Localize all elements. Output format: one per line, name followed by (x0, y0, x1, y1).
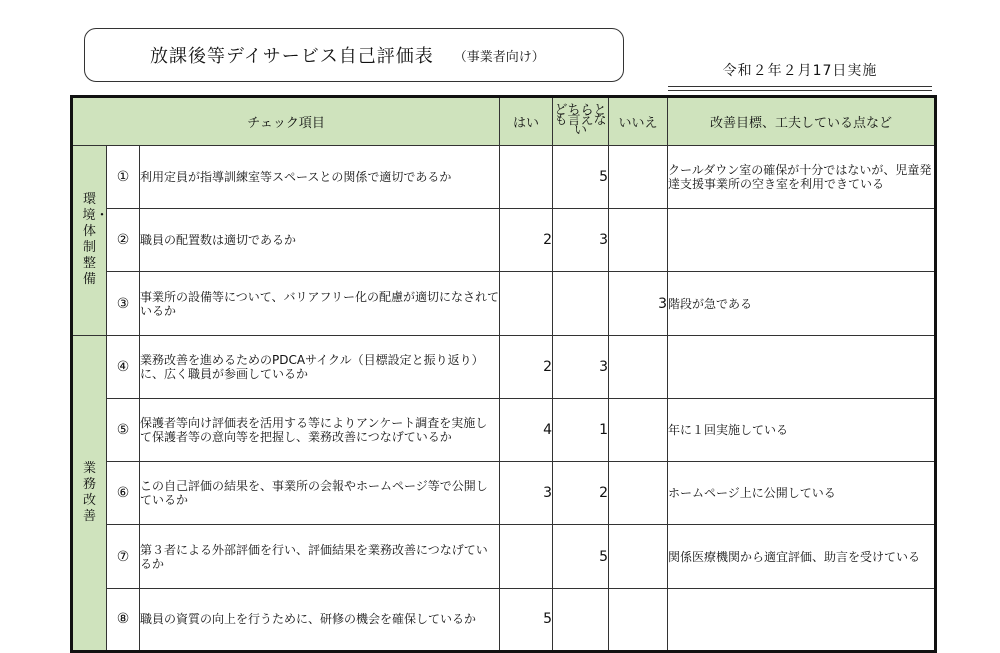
implementation-date: 令和２年２月17日実施 (722, 63, 878, 79)
table-row (72, 145, 936, 208)
neither-count: 3 (553, 209, 609, 272)
row-number: ⑧ (107, 588, 140, 651)
document-subtitle: （事業者向け） (453, 49, 545, 65)
header-neither: どちらとも言えない (553, 97, 609, 146)
header-goal: 改善目標、工夫している点など (668, 97, 936, 146)
table-row (72, 335, 936, 398)
header-row (72, 97, 936, 146)
yes-count: 2 (500, 209, 553, 272)
improvement-note (668, 335, 936, 398)
row-number: ④ (107, 335, 140, 398)
table-row (72, 398, 936, 461)
neither-count: 3 (553, 335, 609, 398)
yes-count (500, 272, 553, 335)
section-label: 業務改善 (72, 335, 107, 651)
check-item-text: 職員の配置数は適切であるか (140, 209, 500, 272)
row-number: ⑤ (107, 398, 140, 461)
date-underline-double (668, 90, 932, 91)
header-no: いいえ (609, 97, 668, 146)
header-yes: はい (500, 97, 553, 146)
yes-count: 5 (500, 588, 553, 651)
document-title: 放課後等デイサービス自己評価表 (150, 46, 434, 67)
no-count (609, 525, 668, 588)
neither-count: 1 (553, 398, 609, 461)
neither-count: 2 (553, 462, 609, 525)
no-count (609, 145, 668, 208)
yes-count (500, 525, 553, 588)
check-item-text: 利用定員が指導訓練室等スペースとの関係で適切であるか (140, 145, 500, 208)
neither-count: 5 (553, 525, 609, 588)
evaluation-table (70, 95, 937, 653)
improvement-note (668, 209, 936, 272)
table-row (72, 272, 936, 335)
check-item-text: 第３者による外部評価を行い、評価結果を業務改善につなげているか (140, 525, 500, 588)
check-item-text: この自己評価の結果を、事業所の会報やホームページ等で公開しているか (140, 462, 500, 525)
table-row (72, 462, 936, 525)
table-row (72, 588, 936, 651)
yes-count: 2 (500, 335, 553, 398)
header-check: チェック項目 (72, 97, 500, 146)
neither-count: 5 (553, 145, 609, 208)
no-count (609, 398, 668, 461)
row-number: ⑥ (107, 462, 140, 525)
no-count (609, 588, 668, 651)
row-number: ⑦ (107, 525, 140, 588)
yes-count (500, 145, 553, 208)
table-row (72, 209, 936, 272)
check-item-text: 事業所の設備等について、バリアフリー化の配慮が適切になされているか (140, 272, 500, 335)
yes-count: 4 (500, 398, 553, 461)
check-item-text: 業務改善を進めるためのPDCAサイクル（目標設定と振り返り）に、広く職員が参画しているか (140, 335, 500, 398)
improvement-note: ホームページ上に公開している (668, 462, 936, 525)
title-box (84, 28, 624, 82)
improvement-note: 階段が急である (668, 272, 936, 335)
no-count (609, 209, 668, 272)
neither-count (553, 272, 609, 335)
row-number: ③ (107, 272, 140, 335)
check-item-text: 職員の資質の向上を行うために、研修の機会を確保しているか (140, 588, 500, 651)
check-item-text: 保護者等向け評価表を活用する等によりアンケート調査を実施して保護者等の意向等を把握し、業務改善につなげているか (140, 398, 500, 461)
row-number: ① (107, 145, 140, 208)
improvement-note (668, 588, 936, 651)
improvement-note: 年に１回実施している (668, 398, 936, 461)
improvement-note: クールダウン室の確保が十分ではないが、児童発達支援事業所の空き室を利用できている (668, 145, 936, 208)
row-number: ② (107, 209, 140, 272)
date-underline (668, 86, 932, 87)
no-count (609, 335, 668, 398)
no-count (609, 462, 668, 525)
table-row (72, 525, 936, 588)
yes-count: 3 (500, 462, 553, 525)
improvement-note: 関係医療機関から適宜評価、助言を受けている (668, 525, 936, 588)
section-label: 環境・体制整備 (72, 145, 107, 335)
neither-count (553, 588, 609, 651)
no-count: 3 (609, 272, 668, 335)
